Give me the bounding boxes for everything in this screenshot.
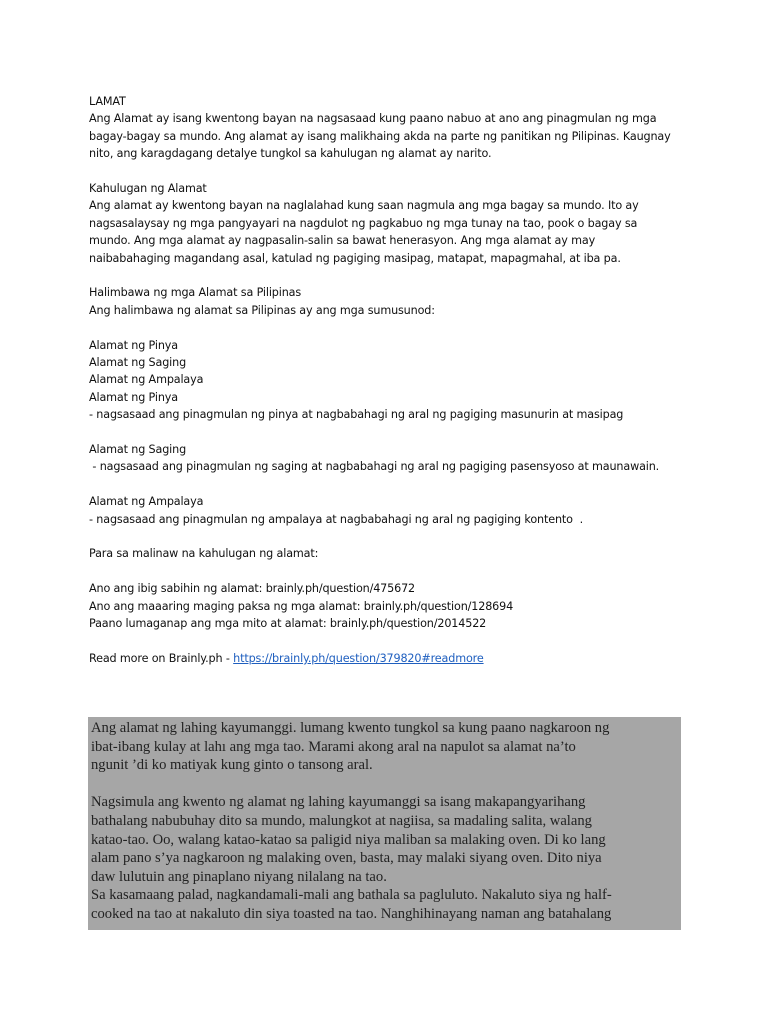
story-line: Ang alamat ng lahing kayumanggi. lumang kwento tungkol sa kung paano nagkaroon ng [91,720,610,736]
story-line: bathalang nabubuhay dito sa mundo, malungkot at nagiisa, sa madaling salita, walang [91,812,592,829]
read-more-label: Read more on Brainly.ph - [89,651,234,665]
question-line: Paano lumaganap ang mga mito at alamat: brainly.ph/question/2014522 [89,617,487,631]
story-line: daw lulutuin ang pinaplano niyang nilalang na tao. [91,868,387,885]
story-line: katao-tao. Oo, walang katao-katao sa paligid niya maliban sa malaking oven. Di ko lang [91,831,606,848]
para-heading: Para sa malinaw na kahulugan ng alamat: [89,547,319,561]
kahulugan-heading: Kahulugan ng Alamat [89,182,207,196]
intro-line: bagay-bagay sa mundo. Ang alamat ay isang malikhaing akda na parte ng panitikan ng Pilipinas. Kaugnay [89,129,671,143]
list-item: Alamat ng Pinya [89,338,178,352]
pinya-desc: - nagsasaad ang pinagmulan ng pinya at nagbabahagi ng aral ng pagiging masunurin at masipag [89,408,624,422]
kahulugan-line: nagsasalaysay ng mga pangyayari na nagdulot ng pagkabuo ng mga tunay na tao, pook o bagay sa [89,216,638,230]
kahulugan-line: Ang alamat ay kwentong bayan na naglalahad kung saan nagmula ang mga bagay sa mundo. Ito ay [89,199,639,213]
intro-line: Ang Alamat ay isang kwentong bayan na nagsasaad kung paano nabuo at ano ang pinagmulan ng mga [89,112,657,126]
kahulugan-line: mundo. Ang mga alamat ay nagpasalin-salin sa bawat henerasyon. Ang mga alamat ay may [89,234,596,248]
story-box [88,717,681,930]
halimbawa-intro: Ang halimbawa ng alamat sa Pilipinas ay ang mga sumusunod: [89,303,435,317]
story-line: Nagsimula ang kwento ng alamat ng lahing kayumanggi sa isang makapangyarihang [91,794,586,811]
ampalaya-desc: - nagsasaad ang pinagmulan ng ampalaya at nagbabahagi ng aral ng pagiging kontento . [89,512,584,526]
document-body [89,93,689,667]
read-more-line [89,650,689,667]
pinya-title: Alamat ng Pinya [89,390,178,404]
story-line: cooked na tao at nakaluto din siya toasted na tao. Nanghihinayang naman ang batahalang [91,905,612,922]
list-item: Alamat ng Ampalaya [89,373,204,387]
halimbawa-heading: Halimbawa ng mga Alamat sa Pilipinas [89,286,302,300]
story-line: ibat-ibang kulay at lahı ang mga tao. Marami akong aral na napulot sa alamat na’to [91,738,576,755]
story-line: alam pano s’ya nagkaroon ng malaking oven, basta, may malaki siyang oven. Dito niya [91,850,602,867]
kahulugan-line: naibabahaging magandang asal, katulad ng pagiging masipag, matapat, mapagmahal, at iba pa. [89,251,621,265]
intro-line: nito, ang karagdagang detalye tungkol sa kahulugan ng alamat ay narito. [89,147,492,161]
ampalaya-title: Alamat ng Ampalaya [89,495,204,509]
list-item: Alamat ng Saging [89,356,187,370]
question-line: Ano ang maaaring maging paksa ng mga alamat: brainly.ph/question/128694 [89,599,514,613]
saging-title: Alamat ng Saging [89,443,187,457]
saging-desc: - nagsasaad ang pinagmulan ng saging at nagbabahagi ng aral ng pagiging pasensyoso at maunawain. [89,460,660,474]
document-title: LAMAT [89,95,126,108]
story-line: Sa kasamaang palad, nagkandamali-mali ang bathala sa pagluluto. Nakaluto siya ng half- [91,887,612,904]
question-line: Ano ang ibig sabihin ng alamat: brainly.ph/question/475672 [89,582,416,596]
story-line: ngunit ’di ko matiyak kung ginto o tansong aral. [91,757,373,774]
read-more-link[interactable]: https://brainly.ph/question/379820#readmore [233,651,484,665]
